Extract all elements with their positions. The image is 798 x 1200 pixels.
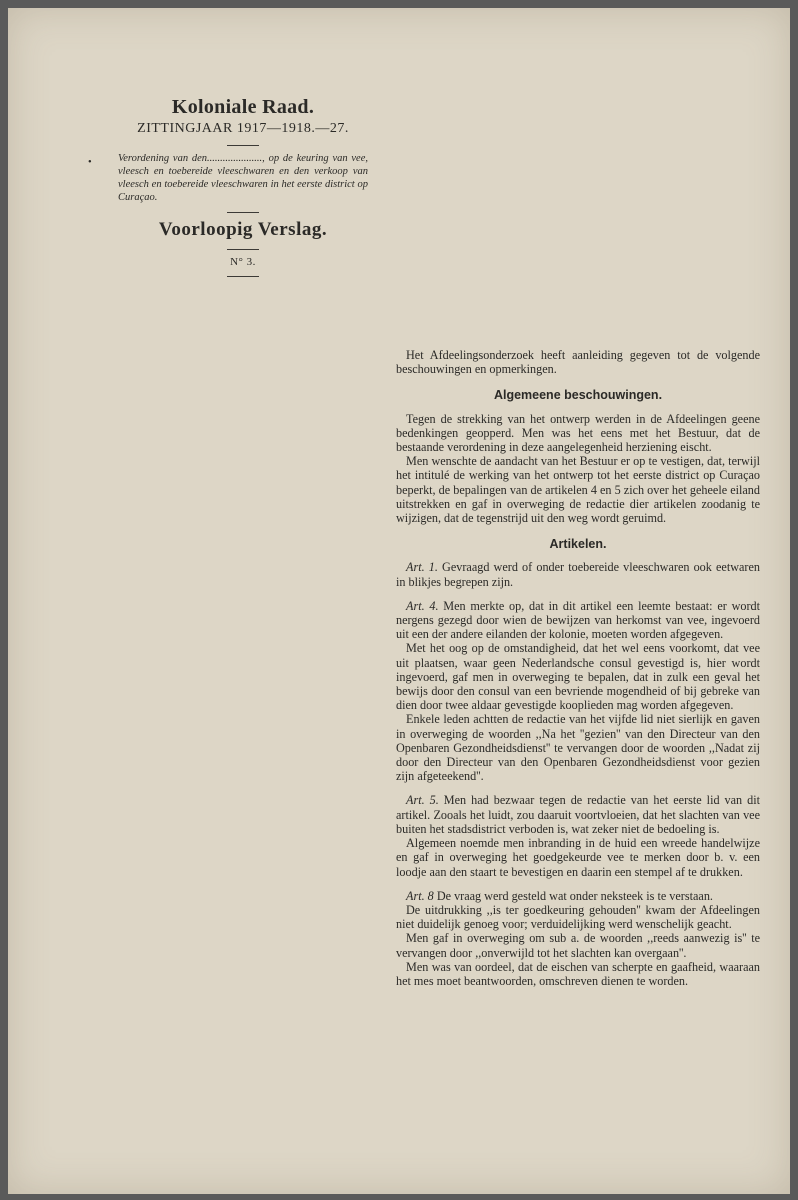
article-paragraph: Algemeen noemde men inbranding in de huid een wreede handelwijze en gaf in overweging het goedgekeurde vee te merken door b. v. een loodje aan den staart te bevestigen en daarin een stempel af te drukken. [396,836,760,879]
article-paragraph: Met het oog op de omstandigheid, dat het wel eens voorkomt, dat vee uit plaatsen, waar geen Nederlandsche consul gevestigd is, hier wordt ingevoerd, gaf men in overweging te bepalen, dat in zulk een geval het bewijs door den consul van een bevriende mogendheid of bij gebreke van dien door twee aldaar gevestigde kooplieden mag worden afgegeven. [396,641,760,713]
session-year: ZITTINGJAAR 1917—1918.—27. [137,121,349,136]
article-label: Art. 1. [406,560,438,575]
council-title: Koloniale Raad. [171,96,315,118]
spacer [396,783,760,793]
article-paragraph: Men was van oordeel, dat de eischen van scherpte en gaafheid, waaraan het mes moet beantwoorden, omschreven dienen te worden. [396,959,760,988]
article-text: De vraag werd gesteld wat onder neksteek is te verstaan. [436,888,713,903]
intro-paragraph: Het Afdeelingsonderzoek heeft aanleiding gegeven tot de volgende beschouwingen en opmerkingen. [396,348,760,377]
general-paragraph: Tegen de strekking van het ontwerp werden in de Afdeelingen geene bedenkingen geopperd. Men was het eens met het Bestuur, dat de bestaande verordening in deze aangelegenheid herziening eischt. [396,411,760,455]
general-paragraph: Men wenschte de aandacht van het Bestuur er op te vestigen, dat, terwijl het intitulé de werking van het ontwerp tot het eerste district op Curaçao beperkt, de bepalingen van de artikelen 4 en 5 zich over het geheele eiland uitstrekken en gaf in overweging de redactie dier artikelen zoodanig te wijzigen, dat de tegenstrijd uit den weg wordt geruimd. [396,454,760,526]
divider [227,249,259,250]
ordinance-subject [88,152,368,204]
document-header [88,96,378,283]
article-paragraph: Men gaf in overweging om sub a. de woorden ,,reeds aanwezig is'' te vervangen door ,,onverwijld tot het slachten kan overgaan''. [396,931,760,960]
article-text: Gevraagd werd of onder toebereide vleeschwaren ook eetwaren in blikjes begrepen zijn. [396,560,760,589]
report-body [396,348,760,988]
divider [227,276,259,277]
article-label: Art. 5. [406,793,439,808]
article-label: Art. 8 [406,888,434,903]
divider [227,145,259,146]
article-label: Art. 4. [406,598,439,613]
document-page [8,8,790,1194]
article-paragraph [396,793,760,836]
report-number: N° 3. [230,256,256,268]
article-text: Men merkte op, dat in dit artikel een leemte bestaat: er wordt nergens gezegd door wien de bewijzen van herkomst van vee, ingevoerd uit een der andere eilanden der kolonie, moeten worden afgegeven. [396,598,760,642]
article-paragraph [396,599,760,642]
article-paragraph: De uitdrukking ,,is ter goedkeuring gehouden'' kwam der Afdeelingen niet duidelijk genoeg voor; verduidelijking werd wenschelijk geacht. [396,902,760,932]
article-paragraph [396,889,760,903]
report-title: Voorloopig Verslag. [158,219,328,240]
articles-heading: Artikelen. [549,537,607,552]
general-heading: Algemeene beschouwingen. [493,388,663,403]
article-paragraph [396,560,760,588]
divider [227,212,259,213]
spacer [396,589,760,599]
article-paragraph: Enkele leden achtten de redactie van het vijfde lid niet sierlijk en gaven in overweging de woorden ,,Na het ''gezien'' van den Directeur van den Openbaren Gezondheidsdienst'' te vervangen door de woorden ,,Nadat zij door den Directeur van den Openbaren Gezondheidsdienst voor gezien zijn afgeteekend''. [396,712,760,784]
spacer [396,879,760,889]
bullet-mark: • [88,157,92,168]
article-text: Men had bezwaar tegen de redactie van het eerste lid van dit artikel. Zooals het luidt, zou daaruit voortvloeien, dat het slachten van vee buiten het stadsdistrict verboden is, wat zeker niet de bedoeling is. [396,793,761,836]
ordinance-subject-text: Verordening van den....................., op de keuring van vee, vleesch en toebereide vleeschwaren en den verkoop van vleesch en toebereide vleeschwaren in het eerste district op Curaçao. [118,153,368,203]
